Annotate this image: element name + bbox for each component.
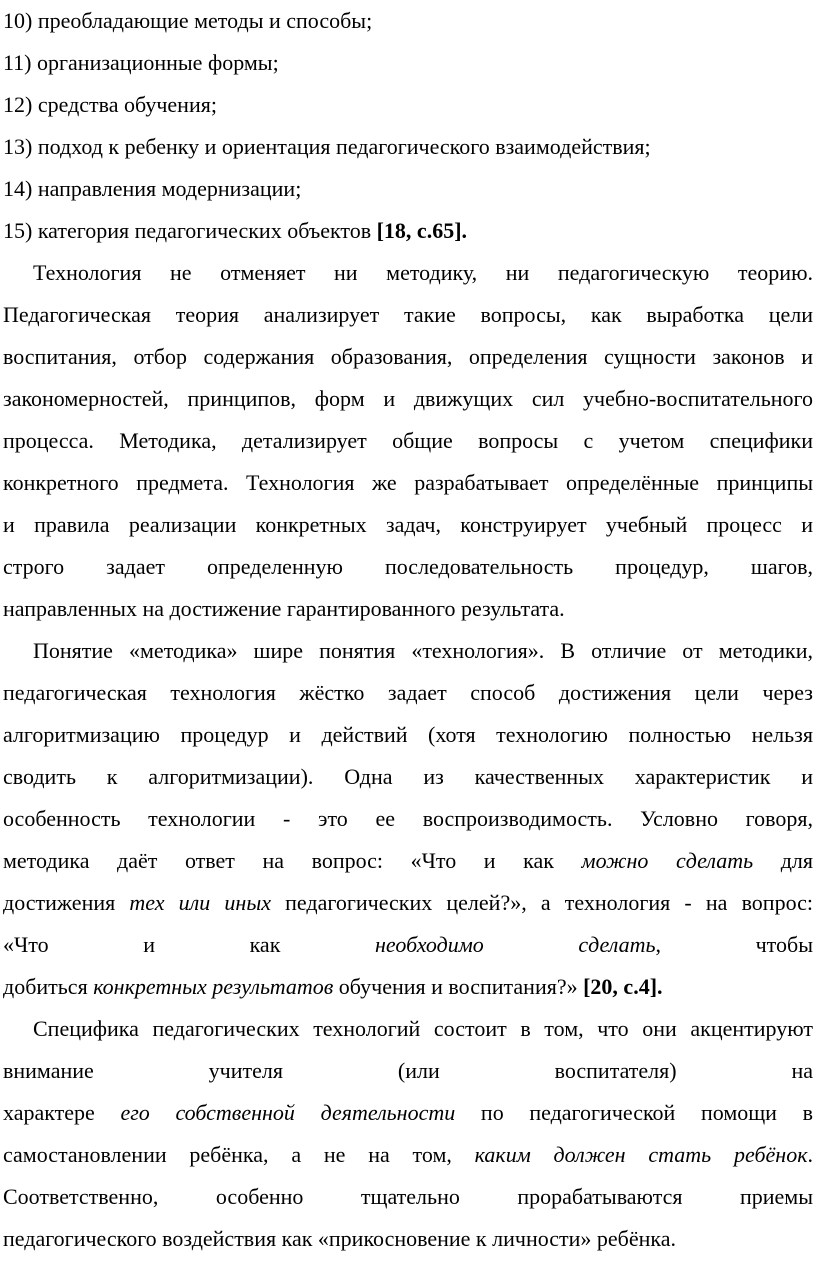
text-run: , чтобы bbox=[655, 932, 813, 957]
citation-ref: [18, с.65]. bbox=[376, 218, 468, 243]
text-run: добиться bbox=[3, 974, 88, 999]
list-item: 13) подход к ребенку и ориентация педагогического взаимодействия; bbox=[3, 134, 651, 159]
text-run: «Что и как bbox=[3, 932, 281, 957]
text-run: . bbox=[807, 1142, 813, 1167]
italic-run: каким должен стать ребёнок bbox=[474, 1142, 808, 1167]
paragraph-line bbox=[3, 882, 813, 924]
paragraph-line bbox=[3, 1092, 813, 1134]
italic-run: его собственной деятельности bbox=[120, 1100, 456, 1125]
paragraph-line: особенность технологии - это ее воспроизводимость. Условно говоря, bbox=[3, 806, 813, 831]
paragraph-line: педагогического воздействия как «прикосновение к личности» ребёнка. bbox=[3, 1226, 677, 1251]
paragraph-line: Технология не отменяет ни методику, ни педагогическую теорию. bbox=[33, 260, 813, 285]
paragraph-line: Специфика педагогических технологий состоит в том, что они акцентируют bbox=[33, 1016, 813, 1041]
paragraph-line: закономерностей, принципов, форм и движущих сил учебно-воспитательного bbox=[3, 386, 813, 411]
paragraph-line: направленных на достижение гарантированного результата. bbox=[3, 596, 565, 621]
paragraph-line: внимание учителя (или воспитателя) на bbox=[3, 1058, 813, 1083]
list-item: 12) средства обучения; bbox=[3, 92, 217, 117]
paragraph-line bbox=[3, 840, 813, 882]
paragraph-line: алгоритмизацию процедур и действий (хотя технологию полностью нельзя bbox=[3, 722, 813, 747]
list-item: 14) направления модернизации; bbox=[3, 176, 302, 201]
paragraph-line: строго задает определенную последовательность процедур, шагов, bbox=[3, 554, 813, 579]
text-run: самостановлении ребёнка, а не на том, bbox=[3, 1142, 452, 1167]
citation-ref: [20, с.4]. bbox=[583, 974, 663, 999]
paragraph-line: педагогическая технология жёстко задает способ достижения цели через bbox=[3, 680, 813, 705]
list-item: 11) организационные формы; bbox=[3, 50, 279, 75]
paragraph-line bbox=[3, 1134, 813, 1176]
text-run: по педагогической помощи в bbox=[480, 1100, 813, 1125]
text-run: методика даёт ответ на вопрос: «Что и как bbox=[3, 848, 554, 873]
paragraph-line: Понятие «методика» шире понятия «технология». В отличие от методики, bbox=[33, 638, 813, 663]
text-run: характере bbox=[3, 1100, 95, 1125]
list-item bbox=[3, 210, 813, 252]
text-run: педагогических целей?», а технология - на вопрос: bbox=[285, 890, 813, 915]
list-item-text: 15) категория педагогических объектов bbox=[3, 218, 372, 243]
paragraph-line: сводить к алгоритмизации). Одна из качественных характеристик и bbox=[3, 764, 813, 789]
italic-run: конкретных результатов bbox=[93, 974, 334, 999]
paragraph-line: и правила реализации конкретных задач, конструирует учебный процесс и bbox=[3, 512, 813, 537]
paragraph-line: процесса. Методика, детализирует общие вопросы с учетом специфики bbox=[3, 428, 813, 453]
text-run: для bbox=[780, 848, 813, 873]
italic-run: можно сделать bbox=[581, 848, 754, 873]
paragraph-line: воспитания, отбор содержания образования, определения сущности законов и bbox=[3, 344, 813, 369]
paragraph-line: конкретного предмета. Технология же разрабатывает определённые принципы bbox=[3, 470, 813, 495]
text-run: обучения и воспитания?» bbox=[338, 974, 578, 999]
text-run: достижения bbox=[3, 890, 116, 915]
italic-run: необходимо сделать bbox=[374, 932, 656, 957]
paragraph-line bbox=[3, 966, 813, 1008]
italic-run: тех или иных bbox=[129, 890, 271, 915]
paragraph-line: Педагогическая теория анализирует такие вопросы, как выработка цели bbox=[3, 302, 813, 327]
paragraph-line: Соответственно, особенно тщательно прорабатываются приемы bbox=[3, 1184, 813, 1209]
list-item: 10) преобладающие методы и способы; bbox=[3, 8, 373, 33]
paragraph-line bbox=[3, 924, 813, 966]
